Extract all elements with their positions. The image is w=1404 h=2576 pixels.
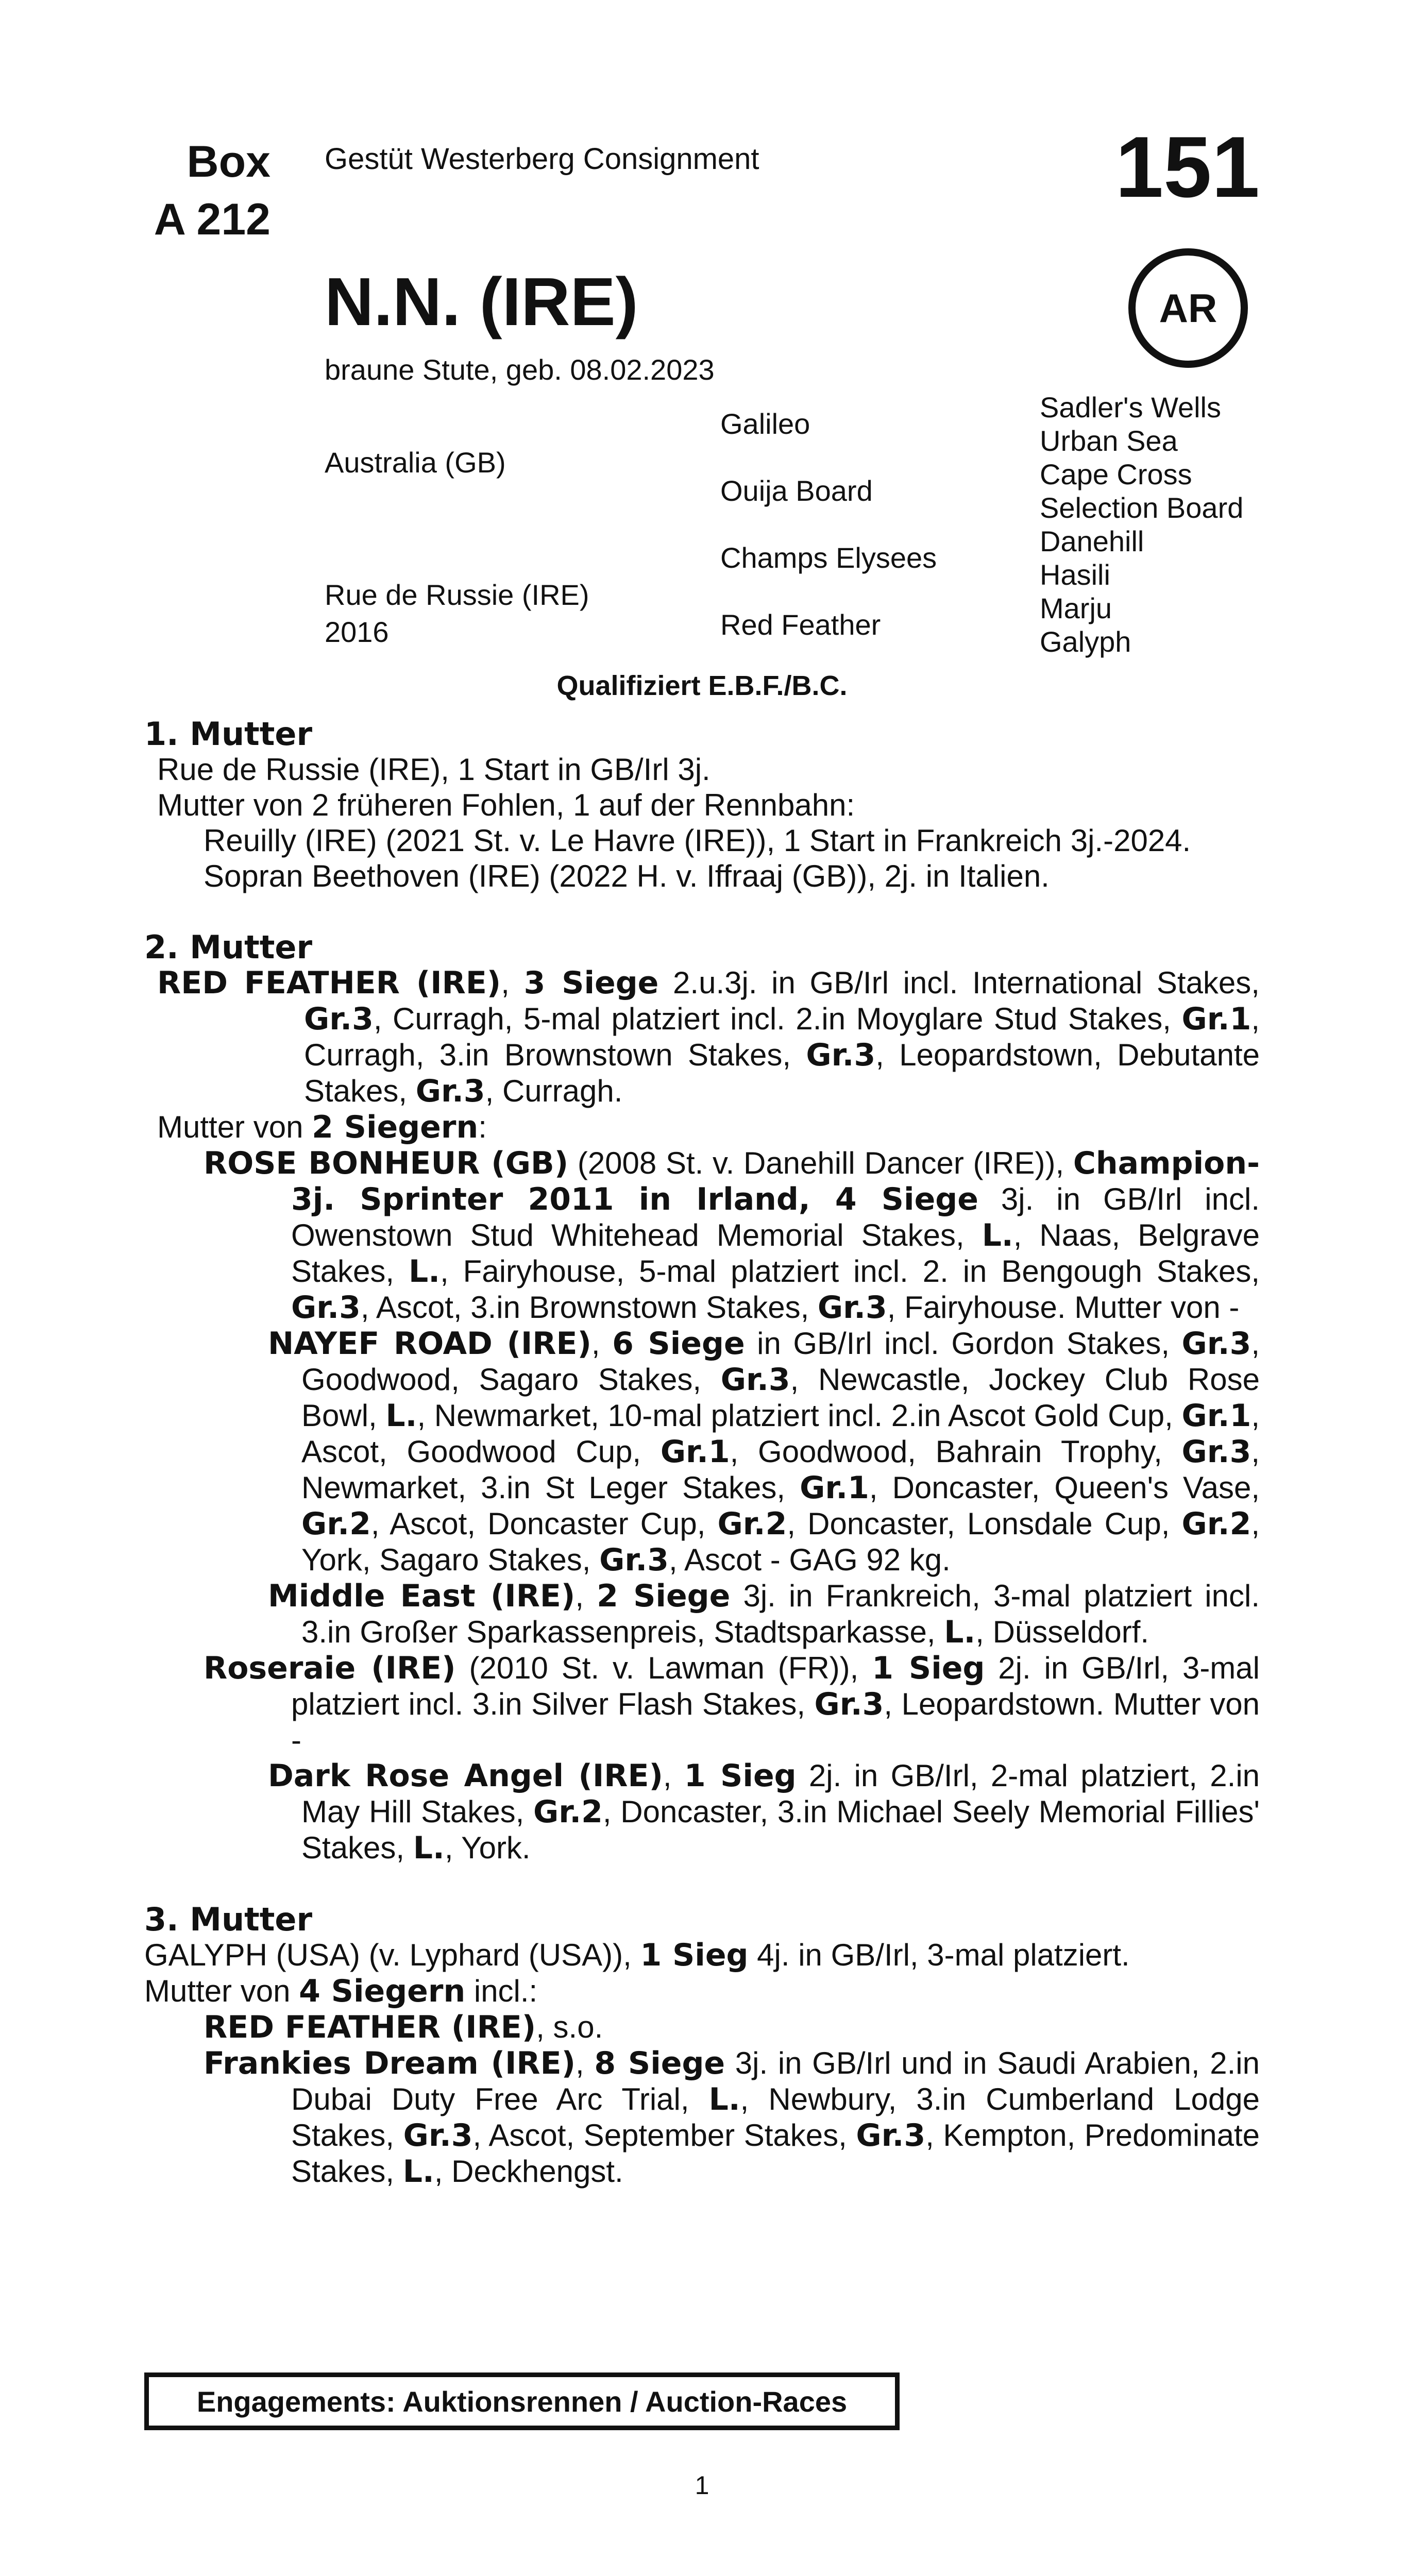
foal-entry: Reuilly (IRE) (2021 St. v. Le Havre (IRE)), 1 Start in Frankreich 3j.-2024.	[204, 823, 1191, 858]
roseraie-entry: Roseraie (IRE) (2010 St. v. Lawman (FR)), 1 Sieg 2j. in GB/Irl, 3-mal platziert incl. 3.in Silver Flash Stakes, Gr.3, Leopardstown. Mutter von -	[204, 1650, 1260, 1757]
pedigree-great-grandparent: Danehill	[1040, 525, 1144, 557]
middle-east-entry: Middle East (IRE), 2 Siege 3j. in Frankreich, 3-mal platziert incl. 3.in Großer Sparkassenpreis, Stadtsparkasse, L., Düsseldorf.	[268, 1578, 1260, 1650]
pedigree-grandparent: Ouija Board	[720, 474, 873, 507]
first-dam-heading: 1. Mutter	[144, 715, 313, 753]
rose-bonheur-entry: ROSE BONHEUR (GB) (2008 St. v. Danehill Dancer (IRE)), Champion-3j. Sprinter 2011 in Irland, 4 Siege 3j. in GB/Irl incl. Owenstown Stud Whitehead Memorial Stakes, L., Naas, Belgrave Stakes, L., Fairyhouse, 5-mal platziert incl. 2. in Bengough Stakes, Gr.3, Ascot, 3.in Brownstown Stakes, Gr.3, Fairyhouse. Mutter von -	[204, 1145, 1260, 1326]
qualification: Qualifiziert E.B.F./B.C.	[556, 670, 848, 701]
page-number: 1	[695, 2471, 709, 2500]
second-dam-entry: RED FEATHER (IRE), 3 Siege 2.u.3j. in GB/Irl incl. International Stakes, Gr.3, Curragh, 5-mal platziert incl. 2.in Moyglare Stud Stakes, Gr.1, Curragh, 3.in Brownstown Stakes, Gr.3, Leopardstown, Debutante Stakes, Gr.3, Curragh.	[157, 965, 1260, 1109]
horse-name: N.N. (IRE)	[325, 264, 638, 340]
horse-description: braune Stute, geb. 08.02.2023	[325, 353, 715, 386]
dark-rose-angel-entry: Dark Rose Angel (IRE), 1 Sieg 2j. in GB/Irl, 2-mal platziert, 2.in May Hill Stakes, Gr.2, Doncaster, 3.in Michael Seely Memorial Fillies' Stakes, L., York.	[268, 1758, 1260, 1866]
red-feather-ref: RED FEATHER (IRE), s.o.	[204, 2009, 603, 2045]
engagements-label: Engagements: Auktionsrennen / Auction-Races	[196, 2385, 848, 2418]
box-number: A 212	[154, 195, 270, 244]
first-dam-line: Rue de Russie (IRE), 1 Start in GB/Irl 3j.	[157, 752, 711, 787]
pedigree-sire: Australia (GB)	[325, 446, 506, 479]
pedigree-grandparent: Champs Elysees	[720, 541, 937, 574]
pedigree-grandparent: Red Feather	[720, 608, 881, 641]
pedigree-grandparent: Galileo	[720, 408, 810, 440]
pedigree-great-grandparent: Sadler's Wells	[1040, 391, 1221, 423]
foal-entry: Sopran Beethoven (IRE) (2022 H. v. Iffraaj (GB)), 2j. in Italien.	[204, 859, 1050, 893]
pedigree-great-grandparent: Urban Sea	[1040, 425, 1178, 457]
second-dam-heading: 2. Mutter	[144, 928, 313, 966]
pedigree-great-grandparent: Cape Cross	[1040, 458, 1192, 490]
frankies-dream-entry: Frankies Dream (IRE), 8 Siege 3j. in GB/Irl und in Saudi Arabien, 2.in Dubai Duty Free Arc Trial, L., Newbury, 3.in Cumberland Lodge Stakes, Gr.3, Ascot, September Stakes, Gr.3, Kempton, Predominate Stakes, L., Deckhengst.	[204, 2045, 1260, 2190]
third-dam-produce: Mutter von 4 Siegern incl.:	[144, 1973, 538, 2009]
third-dam-entry: GALYPH (USA) (v. Lyphard (USA)), 1 Sieg 4j. in GB/Irl, 3-mal platziert.	[144, 1937, 1130, 1973]
pedigree-great-grandparent: Selection Board	[1040, 492, 1244, 524]
engagements-box	[144, 2372, 900, 2430]
pedigree-great-grandparent: Hasili	[1040, 558, 1110, 591]
badge-label: AR	[1159, 285, 1217, 331]
ar-badge-icon	[1128, 248, 1248, 368]
family-section	[144, 716, 1260, 2190]
consignor: Gestüt Westerberg Consignment	[325, 142, 759, 176]
pedigree-dam-year: 2016	[325, 616, 389, 648]
nayef-road-entry: NAYEF ROAD (IRE), 6 Siege in GB/Irl incl. Gordon Stakes, Gr.3, Goodwood, Sagaro Stakes, Gr.3, Newcastle, Jockey Club Rose Bowl, L., Newmarket, 10-mal platziert incl. 2.in Ascot Gold Cup, Gr.1, Ascot, Goodwood Cup, Gr.1, Goodwood, Bahrain Trophy, Gr.3, Newmarket, 3.in St Leger Stakes, Gr.1, Doncaster, Queen's Vase, Gr.2, Ascot, Doncaster Cup, Gr.2, Doncaster, Lonsdale Cup, Gr.2, York, Sagaro Stakes, Gr.3, Ascot - GAG 92 kg.	[268, 1326, 1260, 1578]
third-dam-heading: 3. Mutter	[144, 1901, 313, 1938]
pedigree-great-grandparent: Marju	[1040, 592, 1112, 624]
first-dam-produce: Mutter von 2 früheren Fohlen, 1 auf der Rennbahn:	[157, 788, 855, 822]
pedigree-dam: Rue de Russie (IRE)	[325, 579, 589, 611]
box-label: Box	[187, 137, 270, 187]
pedigree-great-grandparent: Galyph	[1040, 625, 1131, 658]
second-dam-produce: Mutter von 2 Siegern:	[157, 1109, 487, 1145]
lot-number: 151	[1115, 118, 1260, 215]
